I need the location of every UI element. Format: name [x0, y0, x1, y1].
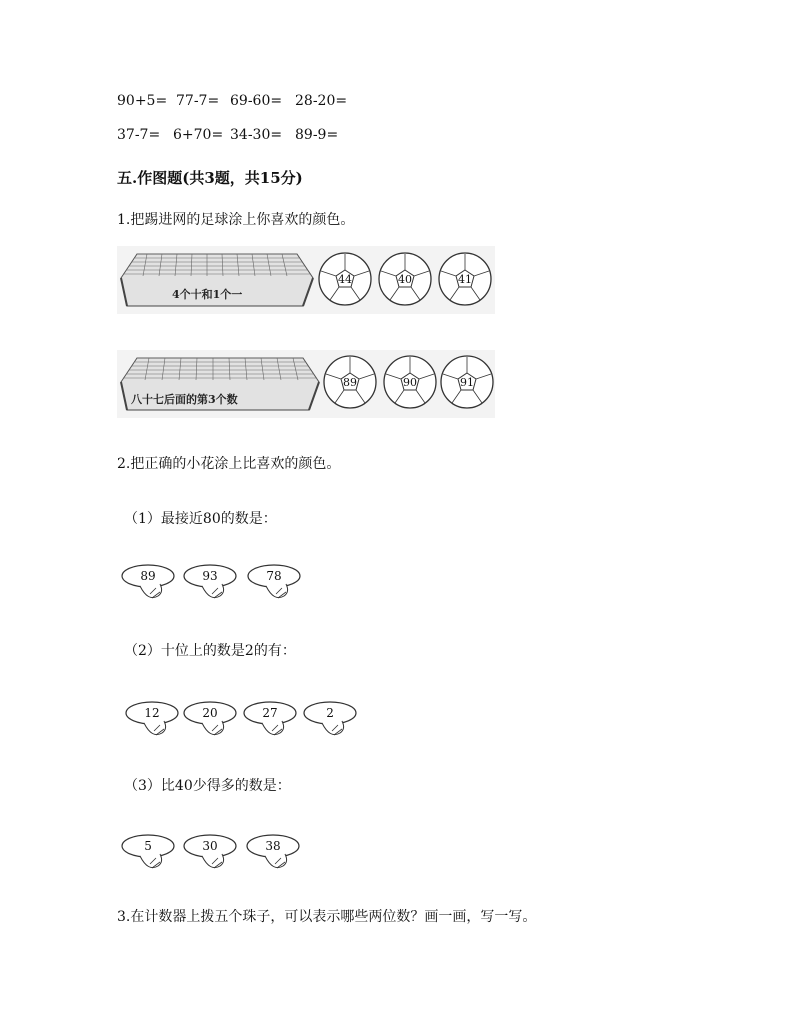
question-1-text: 1.把踢进网的足球涂上你喜欢的颜色。 — [117, 212, 355, 228]
soccer-ball[interactable] — [384, 356, 436, 408]
flower-shape[interactable] — [126, 702, 178, 735]
flower-shape[interactable] — [184, 702, 236, 735]
ball-number: 90 — [403, 376, 417, 389]
flower-number: 12 — [144, 706, 160, 720]
flower-row-1 — [118, 562, 308, 606]
flower-number: 38 — [265, 839, 281, 853]
soccer-ball[interactable] — [441, 356, 493, 408]
flower-number: 5 — [144, 839, 152, 853]
equation: 90+5= — [117, 93, 168, 109]
soccer-ball[interactable] — [319, 253, 371, 305]
question-3-text: 3.在计数器上拨五个珠子，可以表示哪些两位数？画一画，写一写。 — [117, 909, 537, 925]
equation: 89-9= — [295, 127, 339, 143]
part-label: （2）十位上的数是2的有： — [124, 643, 296, 659]
goal-label: 4个十和1个一 — [172, 288, 243, 301]
equation: 69-60= — [230, 93, 283, 109]
flower-number: 78 — [266, 569, 282, 583]
soccer-ball[interactable] — [324, 356, 376, 408]
flower-number: 30 — [202, 839, 218, 853]
flower-number: 2 — [326, 706, 334, 720]
flower-number: 93 — [202, 569, 218, 583]
equation: 28-20= — [295, 93, 348, 109]
equation: 37-7= — [117, 127, 161, 143]
flower-row-2 — [120, 699, 360, 743]
equation: 6+70= — [173, 127, 224, 143]
equation: 77-7= — [176, 93, 220, 109]
flower-number: 89 — [140, 569, 156, 583]
ball-number: 89 — [343, 376, 357, 389]
flower-number: 20 — [202, 706, 218, 720]
soccer-ball[interactable] — [379, 253, 431, 305]
flower-number: 27 — [262, 706, 278, 720]
part-label: （3）比40少得多的数是： — [124, 778, 291, 794]
goal-label: 八十七后面的第3个数 — [131, 393, 238, 406]
soccer-ball[interactable] — [439, 253, 491, 305]
ball-number: 40 — [398, 273, 412, 286]
flower-shape[interactable] — [304, 702, 356, 735]
ball-number: 41 — [458, 273, 472, 286]
question-2-text: 2.把正确的小花涂上比喜欢的颜色。 — [117, 456, 341, 472]
flower-shape[interactable] — [122, 565, 174, 598]
equation: 34-30= — [230, 127, 283, 143]
flower-shape[interactable] — [122, 835, 174, 868]
part-label: （1）最接近80的数是： — [124, 511, 277, 527]
section-title: 五.作图题(共3题，共15分) — [117, 169, 303, 187]
ball-number: 44 — [338, 273, 352, 286]
flower-shape[interactable] — [244, 702, 296, 735]
ball-number: 91 — [460, 376, 474, 389]
flower-shape[interactable] — [184, 835, 236, 868]
flower-row-3 — [118, 832, 308, 876]
goal-scene-1 — [117, 246, 495, 314]
flower-shape[interactable] — [248, 565, 300, 598]
goal-scene-2 — [117, 350, 495, 418]
flower-shape[interactable] — [184, 565, 236, 598]
flower-shape[interactable] — [247, 835, 299, 868]
